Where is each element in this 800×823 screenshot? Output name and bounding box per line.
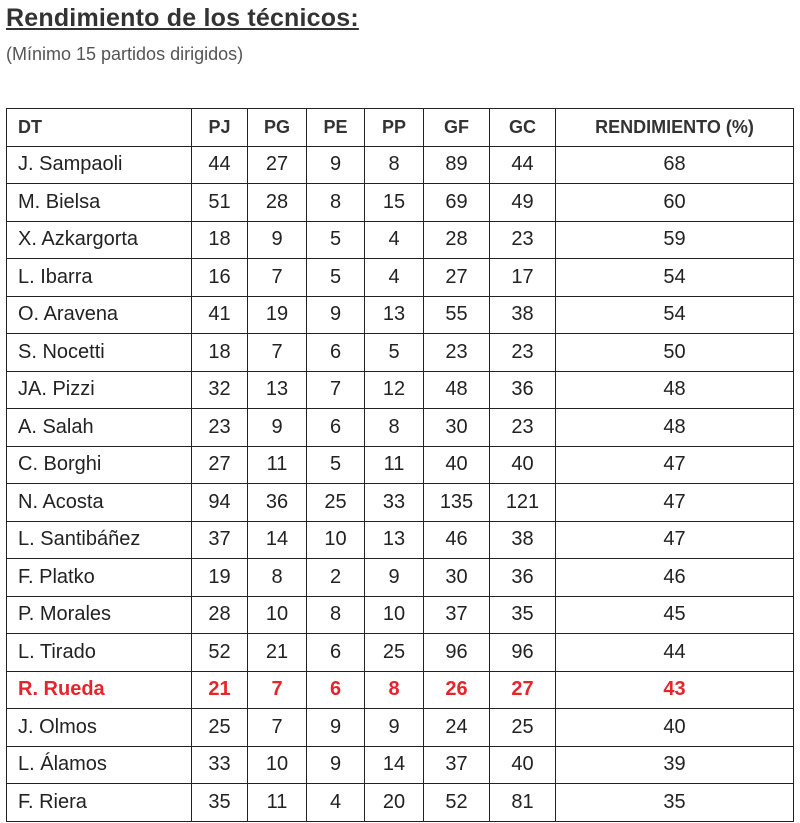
gf-cell: 69 [424, 184, 490, 222]
gc-cell: 44 [490, 146, 556, 184]
pj-cell: 28 [192, 596, 248, 634]
table-row [7, 446, 794, 484]
rendimiento-cell: 44 [556, 634, 794, 672]
pj-cell: 35 [192, 784, 248, 822]
dt-cell: L. Álamos [7, 746, 192, 784]
pe-cell: 9 [307, 709, 365, 747]
coaches-performance-table [6, 108, 794, 822]
pg-cell: 21 [248, 634, 307, 672]
pe-cell: 5 [307, 446, 365, 484]
pj-cell: 32 [192, 371, 248, 409]
gf-cell: 26 [424, 671, 490, 709]
pe-cell: 10 [307, 521, 365, 559]
pj-cell: 41 [192, 296, 248, 334]
gc-cell: 25 [490, 709, 556, 747]
rendimiento-cell: 47 [556, 521, 794, 559]
gc-cell: 27 [490, 671, 556, 709]
pg-cell: 10 [248, 596, 307, 634]
pj-cell: 16 [192, 259, 248, 297]
pg-cell: 28 [248, 184, 307, 222]
pp-cell: 20 [365, 784, 424, 822]
rendimiento-cell: 48 [556, 371, 794, 409]
pj-cell: 51 [192, 184, 248, 222]
pg-cell: 10 [248, 746, 307, 784]
dt-cell: A. Salah [7, 409, 192, 447]
table-body [7, 146, 794, 821]
gf-cell: 27 [424, 259, 490, 297]
dt-cell: N. Acosta [7, 484, 192, 522]
gc-cell: 17 [490, 259, 556, 297]
pp-cell: 15 [365, 184, 424, 222]
pe-cell: 5 [307, 221, 365, 259]
pe-cell: 4 [307, 784, 365, 822]
pe-cell: 8 [307, 596, 365, 634]
pg-cell: 9 [248, 409, 307, 447]
table-row [7, 746, 794, 784]
table-row [7, 334, 794, 372]
dt-cell: F. Platko [7, 559, 192, 597]
table-row [7, 371, 794, 409]
pe-cell: 6 [307, 409, 365, 447]
table-row [7, 296, 794, 334]
dt-cell: J. Olmos [7, 709, 192, 747]
column-header-dt: DT [7, 109, 192, 147]
rendimiento-cell: 54 [556, 296, 794, 334]
rendimiento-cell: 43 [556, 671, 794, 709]
pj-cell: 18 [192, 221, 248, 259]
pj-cell: 27 [192, 446, 248, 484]
dt-cell: R. Rueda [7, 671, 192, 709]
rendimiento-cell: 45 [556, 596, 794, 634]
dt-cell: JA. Pizzi [7, 371, 192, 409]
pp-cell: 12 [365, 371, 424, 409]
pe-cell: 6 [307, 334, 365, 372]
gf-cell: 135 [424, 484, 490, 522]
pj-cell: 94 [192, 484, 248, 522]
rendimiento-cell: 35 [556, 784, 794, 822]
pj-cell: 44 [192, 146, 248, 184]
rendimiento-cell: 60 [556, 184, 794, 222]
rendimiento-cell: 47 [556, 446, 794, 484]
dt-cell: O. Aravena [7, 296, 192, 334]
table-row [7, 409, 794, 447]
pp-cell: 9 [365, 709, 424, 747]
pp-cell: 9 [365, 559, 424, 597]
rendimiento-cell: 50 [556, 334, 794, 372]
column-header-gc: GC [490, 109, 556, 147]
dt-cell: L. Ibarra [7, 259, 192, 297]
pp-cell: 10 [365, 596, 424, 634]
pg-cell: 7 [248, 259, 307, 297]
table-row [7, 259, 794, 297]
pp-cell: 14 [365, 746, 424, 784]
column-header-pj: PJ [192, 109, 248, 147]
pp-cell: 13 [365, 521, 424, 559]
dt-cell: C. Borghi [7, 446, 192, 484]
gf-cell: 55 [424, 296, 490, 334]
pe-cell: 9 [307, 746, 365, 784]
pj-cell: 52 [192, 634, 248, 672]
dt-cell: S. Nocetti [7, 334, 192, 372]
gf-cell: 37 [424, 746, 490, 784]
gc-cell: 36 [490, 371, 556, 409]
pp-cell: 4 [365, 259, 424, 297]
pp-cell: 8 [365, 146, 424, 184]
gf-cell: 28 [424, 221, 490, 259]
pe-cell: 6 [307, 671, 365, 709]
column-header-rendimiento: RENDIMIENTO (%) [556, 109, 794, 147]
pg-cell: 27 [248, 146, 307, 184]
gf-cell: 89 [424, 146, 490, 184]
pj-cell: 33 [192, 746, 248, 784]
pg-cell: 13 [248, 371, 307, 409]
gc-cell: 36 [490, 559, 556, 597]
pe-cell: 7 [307, 371, 365, 409]
table-row [7, 484, 794, 522]
pj-cell: 18 [192, 334, 248, 372]
dt-cell: P. Morales [7, 596, 192, 634]
pg-cell: 7 [248, 709, 307, 747]
page-title: Rendimiento de los técnicos: [6, 4, 359, 32]
column-header-pe: PE [307, 109, 365, 147]
gc-cell: 35 [490, 596, 556, 634]
gc-cell: 40 [490, 746, 556, 784]
gc-cell: 121 [490, 484, 556, 522]
gf-cell: 46 [424, 521, 490, 559]
column-header-pp: PP [365, 109, 424, 147]
pg-cell: 14 [248, 521, 307, 559]
gc-cell: 81 [490, 784, 556, 822]
page-subtitle: (Mínimo 15 partidos dirigidos) [6, 44, 244, 64]
rendimiento-cell: 40 [556, 709, 794, 747]
pe-cell: 8 [307, 184, 365, 222]
pg-cell: 7 [248, 671, 307, 709]
column-header-gf: GF [424, 109, 490, 147]
gc-cell: 23 [490, 409, 556, 447]
column-header-pg: PG [248, 109, 307, 147]
pe-cell: 6 [307, 634, 365, 672]
pp-cell: 5 [365, 334, 424, 372]
table-row-highlighted [7, 671, 794, 709]
rendimiento-cell: 39 [556, 746, 794, 784]
gf-cell: 30 [424, 559, 490, 597]
table-row [7, 559, 794, 597]
pe-cell: 9 [307, 146, 365, 184]
pp-cell: 13 [365, 296, 424, 334]
table-header-row [7, 109, 794, 147]
table-row [7, 146, 794, 184]
table-row [7, 709, 794, 747]
pp-cell: 4 [365, 221, 424, 259]
gc-cell: 96 [490, 634, 556, 672]
gf-cell: 23 [424, 334, 490, 372]
gf-cell: 48 [424, 371, 490, 409]
table-row [7, 634, 794, 672]
pj-cell: 37 [192, 521, 248, 559]
pp-cell: 8 [365, 671, 424, 709]
pg-cell: 7 [248, 334, 307, 372]
pg-cell: 11 [248, 784, 307, 822]
gf-cell: 24 [424, 709, 490, 747]
pe-cell: 2 [307, 559, 365, 597]
pg-cell: 36 [248, 484, 307, 522]
dt-cell: X. Azkargorta [7, 221, 192, 259]
rendimiento-cell: 59 [556, 221, 794, 259]
pp-cell: 25 [365, 634, 424, 672]
pg-cell: 11 [248, 446, 307, 484]
gf-cell: 52 [424, 784, 490, 822]
rendimiento-cell: 46 [556, 559, 794, 597]
pj-cell: 23 [192, 409, 248, 447]
table-row [7, 596, 794, 634]
pp-cell: 11 [365, 446, 424, 484]
pj-cell: 21 [192, 671, 248, 709]
pj-cell: 25 [192, 709, 248, 747]
dt-cell: J. Sampaoli [7, 146, 192, 184]
pp-cell: 8 [365, 409, 424, 447]
pe-cell: 5 [307, 259, 365, 297]
table-row [7, 521, 794, 559]
pe-cell: 9 [307, 296, 365, 334]
pe-cell: 25 [307, 484, 365, 522]
gf-cell: 37 [424, 596, 490, 634]
pg-cell: 9 [248, 221, 307, 259]
dt-cell: L. Santibáñez [7, 521, 192, 559]
gf-cell: 96 [424, 634, 490, 672]
rendimiento-cell: 54 [556, 259, 794, 297]
gf-cell: 40 [424, 446, 490, 484]
table-row [7, 184, 794, 222]
pj-cell: 19 [192, 559, 248, 597]
pp-cell: 33 [365, 484, 424, 522]
table-row [7, 784, 794, 822]
gc-cell: 38 [490, 521, 556, 559]
gf-cell: 30 [424, 409, 490, 447]
dt-cell: L. Tirado [7, 634, 192, 672]
rendimiento-cell: 47 [556, 484, 794, 522]
rendimiento-cell: 68 [556, 146, 794, 184]
dt-cell: M. Bielsa [7, 184, 192, 222]
gc-cell: 40 [490, 446, 556, 484]
dt-cell: F. Riera [7, 784, 192, 822]
gc-cell: 49 [490, 184, 556, 222]
pg-cell: 19 [248, 296, 307, 334]
pg-cell: 8 [248, 559, 307, 597]
gc-cell: 23 [490, 334, 556, 372]
gc-cell: 23 [490, 221, 556, 259]
rendimiento-cell: 48 [556, 409, 794, 447]
table-row [7, 221, 794, 259]
gc-cell: 38 [490, 296, 556, 334]
